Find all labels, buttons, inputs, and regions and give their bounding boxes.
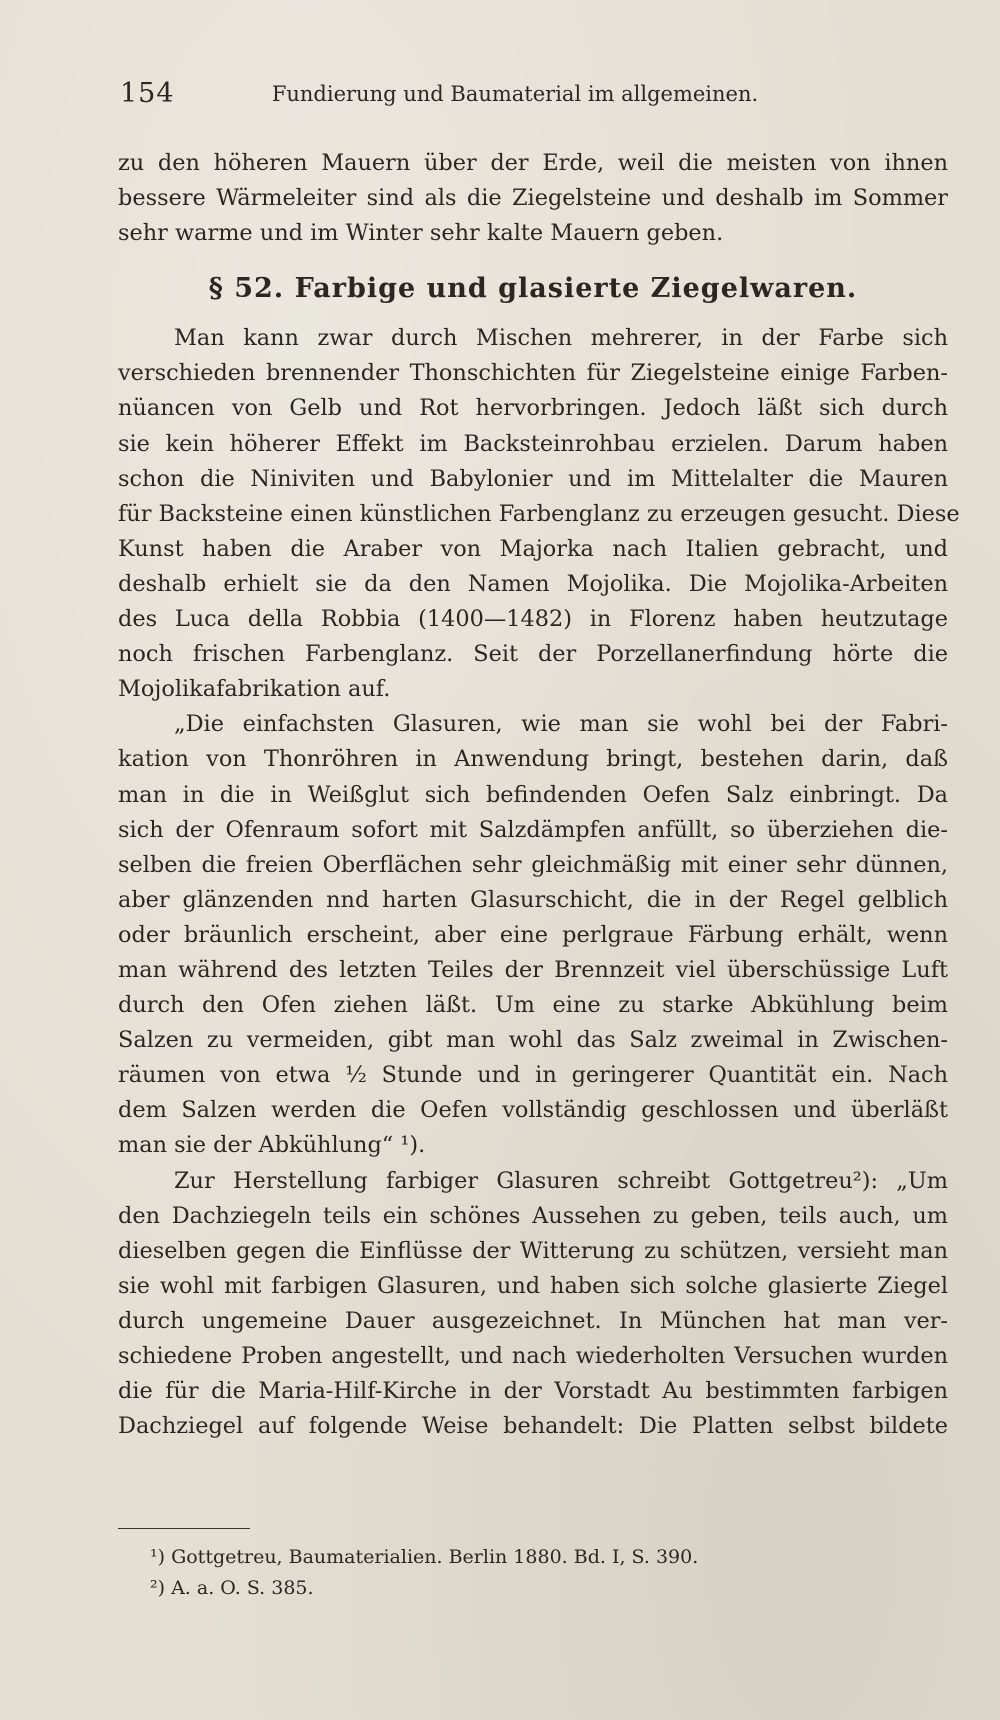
- text-line: verschieden brennender Thonschichten für Ziegelsteine einige Farben-: [118, 360, 948, 387]
- text-line: dieselben gegen die Einflüsse der Witterung zu schützen, versieht man: [118, 1237, 948, 1264]
- footnote-1: ¹) Gottgetreu, Baumaterialien. Berlin 1880. Bd. I, S. 390.: [150, 1546, 699, 1568]
- paragraph-2: [118, 707, 948, 1163]
- text-line: sie wohl mit farbigen Glasuren, und haben sich solche glasierte Ziegel: [118, 1272, 948, 1299]
- text-line: bessere Wärmeleiter sind als die Ziegelsteine und deshalb im Sommer: [118, 185, 948, 212]
- text-line: aber glänzenden nnd harten Glasurschicht, die in der Regel gelblich: [118, 886, 948, 913]
- text-line: Mojolikafabrikation auf.: [118, 676, 391, 703]
- text-line: schiedene Proben angestellt, und nach wiederholten Versuchen wurden: [118, 1343, 948, 1369]
- intro-paragraph: [118, 146, 948, 251]
- text-line: Dachziegel auf folgende Weise behandelt: Die Platten selbst bildete: [118, 1413, 948, 1440]
- body-text: [118, 146, 960, 1444]
- text-line: kation von Thonröhren in Anwendung bringt, bestehen darin, daß: [118, 746, 948, 773]
- text-line: sie kein höherer Effekt im Backsteinrohbau erzielen. Darum haben: [118, 430, 948, 457]
- text-line: oder bräunlich erscheint, aber eine perlgraue Färbung erhält, wenn: [118, 921, 948, 948]
- footnote-2: ²) A. a. O. S. 385.: [150, 1577, 314, 1599]
- text-line: dem Salzen werden die Oefen vollständig geschlossen und überläßt: [118, 1097, 948, 1124]
- text-line: sich der Ofenraum sofort mit Salzdämpfen anfüllt, so überziehen die-: [118, 816, 948, 843]
- text-line: für Backsteine einen künstlichen Farbenglanz zu erzeugen gesucht. Diese: [118, 500, 960, 527]
- footnotes: [150, 1542, 930, 1604]
- text-line: noch frischen Farbenglanz. Seit der Porzellanerfindung hörte die: [118, 641, 948, 668]
- page-number: 154: [120, 78, 175, 109]
- text-line: nüancen von Gelb und Rot hervorbringen. Jedoch läßt sich durch: [118, 395, 948, 422]
- text-line: räumen von etwa ½ Stunde und in geringerer Quantität ein. Nach: [118, 1062, 948, 1089]
- text-line: den Dachziegeln teils ein schönes Aussehen zu geben, teils auch, um: [118, 1202, 948, 1229]
- page-header: [120, 78, 840, 118]
- text-line: die für die Maria-Hilf-Kirche in der Vorstadt Au bestimmten farbigen: [118, 1378, 948, 1405]
- text-line: durch ungemeine Dauer ausgezeichnet. In München hat man ver-: [118, 1307, 948, 1334]
- text-line: „Die einfachsten Glasuren, wie man sie wohl bei der Fabri-: [174, 711, 948, 738]
- text-line: man sie der Abkühlung“ ¹).: [118, 1132, 426, 1159]
- text-line: zu den höheren Mauern über der Erde, weil die meisten von ihnen: [118, 150, 948, 176]
- text-line: Zur Herstellung farbiger Glasuren schreibt Gottgetreu²): „Um: [174, 1167, 948, 1194]
- text-line: selben die freien Oberflächen sehr gleichmäßig mit einer sehr dünnen,: [118, 851, 948, 878]
- running-head: Fundierung und Baumaterial im allgemeinen.: [271, 82, 759, 106]
- text-line: man während des letzten Teiles der Brennzeit viel überschüssige Luft: [118, 956, 948, 983]
- text-line: Salzen zu vermeiden, gibt man wohl das Salz zweimal in Zwischen-: [118, 1027, 948, 1054]
- text-line: durch den Ofen ziehen läßt. Um eine zu starke Abkühlung beim: [118, 992, 948, 1019]
- section-heading: § 52. Farbige und glasierte Ziegelwaren.: [208, 273, 858, 305]
- text-line: man in die in Weißglut sich befindenden Oefen Salz einbringt. Da: [118, 781, 948, 808]
- text-line: des Luca della Robbia (1400—1482) in Florenz haben heutzutage: [118, 606, 948, 633]
- text-line: sehr warme und im Winter sehr kalte Mauern geben.: [118, 220, 724, 247]
- footnote-divider: [118, 1528, 250, 1529]
- text-line: Kunst haben die Araber von Majorka nach Italien gebracht, und: [118, 535, 948, 562]
- paragraph-1: [118, 321, 960, 707]
- text-line: Man kann zwar durch Mischen mehrerer, in der Farbe sich: [174, 325, 948, 352]
- text-line: schon die Niniviten und Babylonier und im Mittelalter die Mauren: [118, 465, 948, 492]
- text-line: deshalb erhielt sie da den Namen Mojolika. Die Mojolika-Arbeiten: [118, 570, 948, 597]
- paragraph-3: [118, 1164, 948, 1445]
